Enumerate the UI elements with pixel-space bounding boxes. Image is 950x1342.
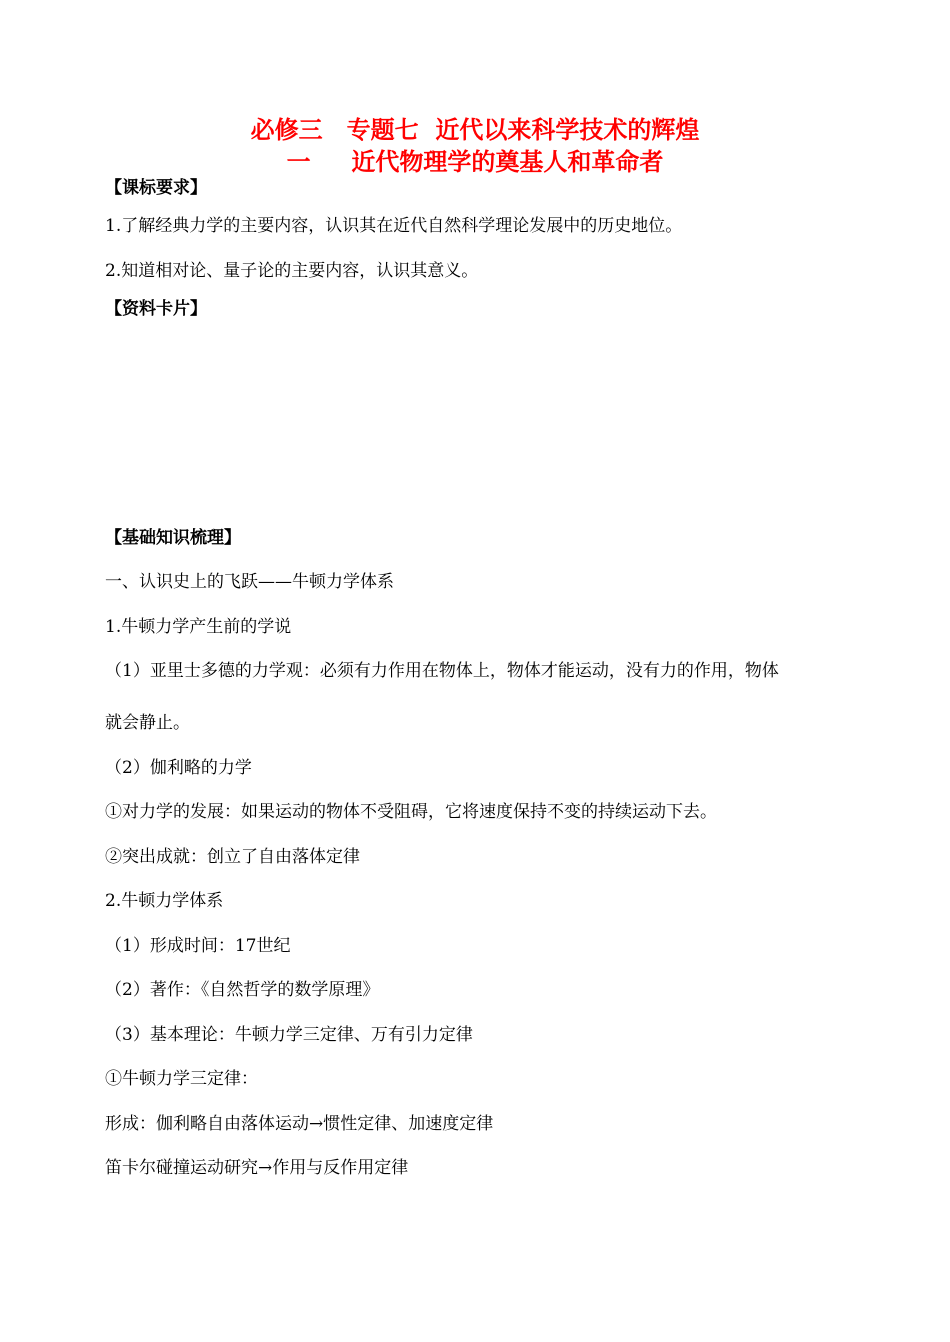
basics-heading: 【基础知识梳理】 [105, 528, 241, 548]
basics-line: ①牛顿力学三定律： [105, 1069, 258, 1089]
standards-heading: 【课标要求】 [105, 178, 207, 198]
basics-line: 1.牛顿力学产生前的学说 [105, 617, 292, 637]
basics-line: 2.牛顿力学体系 [105, 891, 224, 911]
standards-item: 1.了解经典力学的主要内容，认识其在近代自然科学理论发展中的历史地位。 [105, 216, 683, 236]
basics-line: 一、认识史上的飞跃——牛顿力学体系 [105, 572, 394, 592]
document-subtitle: 一 近代物理学的奠基人和革命者 [286, 148, 664, 176]
basics-line: （3）基本理论：牛顿力学三定律、万有引力定律 [105, 1025, 473, 1045]
basics-line: （2）著作：《自然哲学的数学原理》 [105, 980, 380, 1000]
standards-item: 2.知道相对论、量子论的主要内容，认识其意义。 [105, 261, 479, 281]
basics-line: 就会静止。 [105, 713, 190, 733]
basics-line: （1）形成时间：17世纪 [105, 936, 291, 956]
basics-line: 形成：伽利略自由落体运动→惯性定律、加速度定律 [105, 1114, 494, 1134]
basics-line: （2）伽利略的力学 [105, 758, 252, 778]
basics-line: 笛卡尔碰撞运动研究→作用与反作用定律 [105, 1158, 409, 1178]
document-title: 必修三 专题七 近代以来科学技术的辉煌 [250, 116, 700, 144]
data-card-heading: 【资料卡片】 [105, 299, 207, 319]
basics-line: ②突出成就：创立了自由落体定律 [105, 847, 360, 867]
basics-line: （1）亚里士多德的力学观：必须有力作用在物体上，物体才能运动，没有力的作用，物体 [105, 661, 779, 681]
basics-line: ①对力学的发展：如果运动的物体不受阻碍，它将速度保持不变的持续运动下去。 [105, 802, 717, 822]
